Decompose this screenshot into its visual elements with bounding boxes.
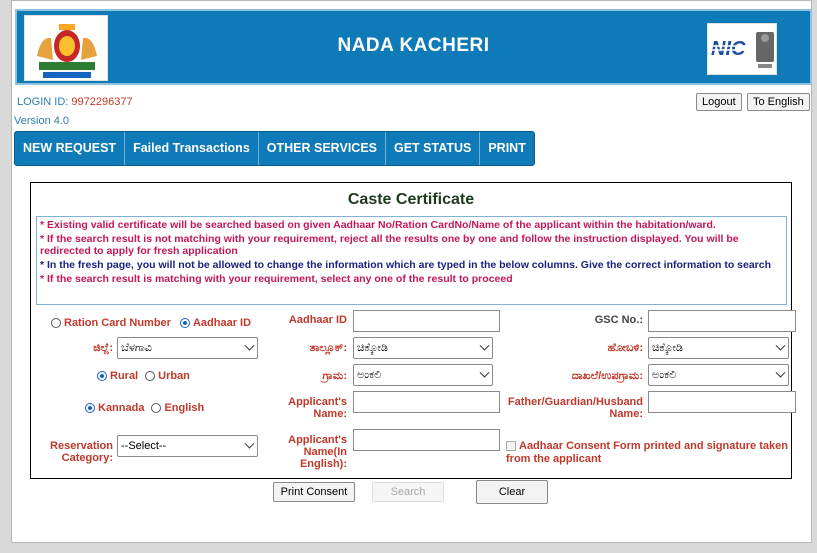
chevron-down-icon <box>480 341 490 351</box>
hobli-label: ಹೋಬಳಿ: <box>607 342 643 354</box>
chevron-down-icon <box>480 368 490 378</box>
language-radio-group <box>85 402 204 414</box>
page-title: NADA KACHERI <box>337 35 490 56</box>
login-id: 9972296377 <box>71 96 133 108</box>
district-value: ಬೆಳಗಾವಿ <box>121 342 152 354</box>
chevron-down-icon <box>776 368 786 378</box>
urban-radio[interactable] <box>145 371 155 381</box>
logout-button[interactable]: Logout <box>696 93 742 111</box>
chevron-down-icon <box>776 341 786 351</box>
reservation-category-select[interactable] <box>117 435 258 457</box>
gsc-no-label: GSC No.: <box>594 314 643 326</box>
login-info <box>17 96 133 108</box>
nav-new-request[interactable]: NEW REQUEST <box>15 132 125 165</box>
reservation-category-label <box>36 440 113 464</box>
id-type-radio-group <box>51 317 251 329</box>
taluk-label: ತಾಲ್ಲೂಕ್: <box>309 342 347 354</box>
village-label: ಗ್ರಾಮ: <box>322 370 347 382</box>
applicant-name-en-line3: English): <box>299 458 347 470</box>
clear-button[interactable]: Clear <box>476 480 548 504</box>
hamlet-label: ದಾಖಲೆ/ಉಪಗ್ರಾಮ: <box>571 370 643 382</box>
applicant-name-english-input[interactable] <box>353 429 500 451</box>
reservation-label-line1: Reservation <box>50 440 113 452</box>
applicant-name-label <box>271 396 347 420</box>
taluk-select[interactable] <box>353 337 493 359</box>
rural-label: Rural <box>110 370 139 382</box>
page <box>11 0 812 543</box>
english-label: English <box>164 402 205 414</box>
applicant-name-en-line1: Applicant's <box>288 434 347 446</box>
search-button[interactable]: Search <box>372 482 444 502</box>
nav-print[interactable]: PRINT <box>488 141 526 155</box>
hamlet-value: ಅಂಕಲಿ <box>652 369 677 381</box>
aadhaar-id-radio[interactable] <box>180 318 190 328</box>
note-2: * If the search result is not matching with your requirement, reject all the results one by one and follow the instruction displayed. You will be redirected to apply for fresh application <box>40 233 739 257</box>
ration-card-radio[interactable] <box>51 318 61 328</box>
father-name-label <box>501 396 643 420</box>
aadhaar-id-input[interactable] <box>353 310 500 332</box>
hobli-value: ಚಿಕ್ಕೋಡಿ <box>652 342 683 354</box>
nic-logo-icon <box>707 23 777 75</box>
consent-checkbox[interactable] <box>506 441 516 451</box>
kannada-label: Kannada <box>98 402 145 414</box>
applicant-name-label-line1: Applicant's <box>288 396 347 408</box>
taluk-value: ಚಿಕ್ಕೋಡಿ <box>357 342 388 354</box>
login-label: LOGIN ID: <box>17 96 72 108</box>
note-3: * In the fresh page, you will not be allowed to change the information which are typed in the below columns. Give the correct information to search <box>40 259 772 271</box>
ration-card-label: Ration Card Number <box>64 317 171 329</box>
note-1: * Existing valid certificate will be searched based on given Aadhaar No/Ration CardNo/Name of the applicant within the habitation/ward. <box>40 219 716 231</box>
aadhaar-id-label: Aadhaar ID <box>288 314 347 326</box>
applicant-name-input[interactable] <box>353 391 500 413</box>
kannada-radio[interactable] <box>85 403 95 413</box>
applicant-name-english-label <box>271 434 347 470</box>
consent-label: Aadhaar Consent Form printed and signature taken from the applicant <box>506 440 788 465</box>
chevron-down-icon <box>245 341 255 351</box>
form-title: Caste Certificate <box>347 191 475 208</box>
nav-other-services[interactable]: OTHER SERVICES <box>259 132 386 165</box>
district-label: ಜಿಲ್ಲೆ: <box>93 342 113 354</box>
hobli-select[interactable] <box>648 337 789 359</box>
applicant-name-label-line2: Name: <box>313 408 347 420</box>
reservation-label-line2: Category: <box>61 452 113 464</box>
reservation-category-value: --Select-- <box>121 440 167 452</box>
father-name-label-line2: Name: <box>609 408 643 420</box>
svg-text:NIC: NIC <box>711 38 746 60</box>
header-banner <box>15 9 812 85</box>
nav-get-status[interactable]: GET STATUS <box>386 132 480 165</box>
hamlet-select[interactable] <box>648 364 789 386</box>
aadhaar-id-radio-label: Aadhaar ID <box>192 317 252 329</box>
village-select[interactable] <box>353 364 493 386</box>
aadhaar-consent <box>506 440 796 466</box>
nav-failed-transactions[interactable]: Failed Transactions <box>125 132 259 165</box>
rural-radio[interactable] <box>97 371 107 381</box>
gsc-no-input[interactable] <box>648 310 796 332</box>
chevron-down-icon <box>245 439 255 449</box>
urban-label: Urban <box>158 370 190 382</box>
area-type-radio-group <box>97 370 190 382</box>
to-english-button[interactable]: To English <box>747 93 810 111</box>
instructions-box <box>36 216 787 305</box>
caste-certificate-form <box>30 182 792 479</box>
father-name-label-line1: Father/Guardian/Husband <box>507 396 643 408</box>
version-label: Version 4.0 <box>14 115 70 127</box>
father-name-input[interactable] <box>648 391 796 413</box>
applicant-name-en-line2: Name(In <box>303 446 347 458</box>
main-nav <box>14 131 535 166</box>
print-consent-button[interactable]: Print Consent <box>273 482 355 502</box>
village-value: ಅಂಕಲಿ <box>357 369 382 381</box>
english-radio[interactable] <box>151 403 161 413</box>
note-4: * If the search result is matching with your requirement, select any one of the result to proceed <box>40 273 513 285</box>
district-select[interactable] <box>117 337 258 359</box>
